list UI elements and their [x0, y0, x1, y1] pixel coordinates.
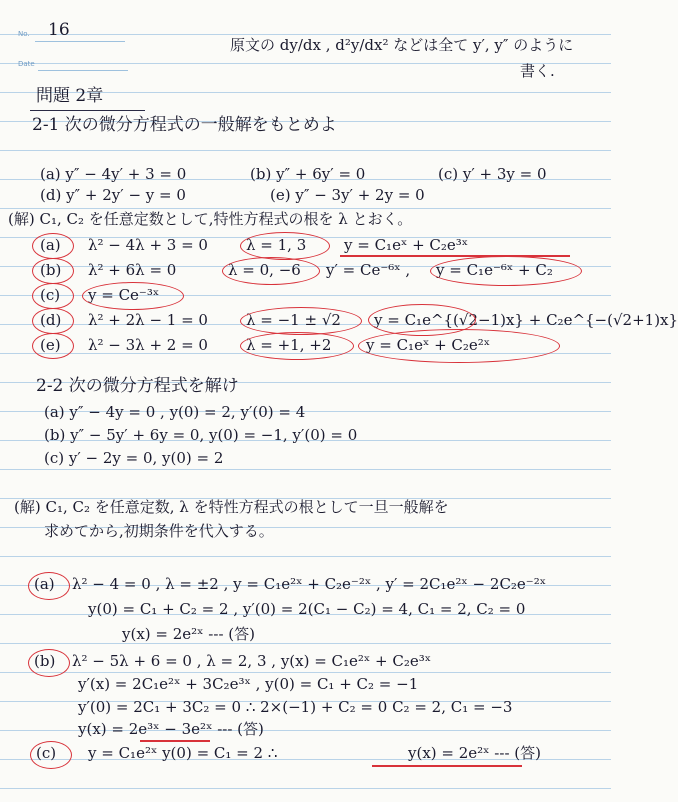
s1-ans-d-eq: λ² + 2λ − 1 = 0 [88, 311, 208, 329]
s2-a-label: (a) [34, 575, 55, 593]
circle-ans-e-sol [358, 329, 560, 363]
s1-ans-e-eq: λ² − 3λ + 2 = 0 [88, 336, 208, 354]
s1-ans-d-sol: y = C₁e^{(√2−1)x} + C₂e^{−(√2+1)x} [374, 311, 678, 329]
circle-ans-d-label [32, 308, 74, 334]
circle-ans-b-label [32, 258, 74, 284]
s1-intro: (解) C₁, C₂ を任意定数として,特性方程式の根を λ とおく。 [8, 210, 413, 228]
s2-b-answer: y(x) = 2e³ˣ − 3e²ˣ --- (答) [78, 720, 264, 738]
s1-ans-e-sol: y = C₁eˣ + C₂e²ˣ [366, 336, 491, 354]
circle-ans-d-roots [240, 307, 362, 335]
s1-ans-d-roots: λ = −1 ± √2 [246, 311, 341, 329]
no-label: No. [18, 30, 30, 38]
underline-ans-a-sol [340, 255, 570, 257]
no-line [35, 41, 125, 42]
s2-c-result: y(x) = 2e²ˣ --- (答) [408, 744, 541, 762]
underline-s2-c-result [372, 765, 522, 767]
underline-s2-b-answer [140, 740, 210, 742]
header-note-end: 書く. [520, 62, 555, 80]
s1-problem-a: (a) y″ − 4y′ + 3 = 0 [40, 165, 187, 183]
s1-ans-b-sol: y′ = Ce⁻⁶ˣ , [326, 261, 411, 279]
s1-problem-d: (d) y″ + 2y′ − y = 0 [40, 186, 186, 204]
s2-problem-c: (c) y′ − 2y = 0, y(0) = 2 [44, 449, 224, 467]
s1-ans-a-roots: λ = 1, 3 [246, 236, 307, 254]
chapter-title: 問題 2章 [36, 86, 104, 106]
s2-c-label: (c) [36, 744, 57, 762]
s2-title: 2-2 次の微分方程式を解け [36, 376, 239, 396]
page-number: 16 [48, 20, 70, 40]
s2-a-line-2: y(0) = C₁ + C₂ = 2 , y′(0) = 2(C₁ − C₂) = 4, C₁ = 2, C₂ = 0 [88, 600, 526, 618]
circle-ans-c-sol [82, 282, 184, 310]
s1-ans-d-label: (d) [40, 311, 62, 329]
s1-ans-a-label: (a) [40, 236, 61, 254]
chapter-underline [30, 110, 145, 111]
header-note: 原文の dy/dx , d²y/dx² などは全て y′, y″ のように [230, 36, 574, 54]
circle-ans-c-label [32, 283, 74, 309]
circle-ans-e-label [32, 333, 74, 359]
s2-a-answer: y(x) = 2e²ˣ --- (答) [122, 625, 255, 643]
s1-problem-c: (c) y′ + 3y = 0 [438, 165, 547, 183]
s1-ans-e-roots: λ = +1, +2 [246, 336, 332, 354]
circle-ans-a-roots [240, 232, 330, 260]
s1-ans-a-sol: y = C₁eˣ + C₂e³ˣ [344, 236, 469, 254]
s1-ans-b-label: (b) [40, 261, 62, 279]
s1-ans-b-roots: λ = 0, −6 [228, 261, 301, 279]
s1-ans-c-label: (c) [40, 286, 61, 304]
s2-c-main: y = C₁e²ˣ y(0) = C₁ = 2 ∴ [88, 744, 278, 762]
s1-ans-e-label: (e) [40, 336, 61, 354]
s2-problem-a: (a) y″ − 4y = 0 , y(0) = 2, y′(0) = 4 [44, 403, 306, 421]
circle-ans-a-label [32, 233, 74, 259]
s2-a-line-1: λ² − 4 = 0 , λ = ±2 , y = C₁e²ˣ + C₂e⁻²ˣ , y′ = 2C₁e²ˣ − 2C₂e⁻²ˣ [72, 575, 547, 593]
s1-problem-e: (e) y″ − 3y′ + 2y = 0 [270, 186, 425, 204]
s1-title: 2-1 次の微分方程式の一般解をもとめよ [32, 115, 337, 135]
circle-ans-e-roots [240, 332, 354, 360]
s2-intro-1: (解) C₁, C₂ を任意定数, λ を特性方程式の根として一旦一般解を [14, 498, 449, 516]
s1-ans-a-eq: λ² − 4λ + 3 = 0 [88, 236, 208, 254]
s2-b-line-3: y′(0) = 2C₁ + 3C₂ = 0 ∴ 2×(−1) + C₂ = 0 C₂ = 2, C₁ = −3 [78, 698, 513, 716]
circle-ans-b-sol [430, 256, 582, 286]
date-label: Date [18, 60, 35, 68]
s2-problem-b: (b) y″ − 5y′ + 6y = 0, y(0) = −1, y′(0) = 0 [44, 426, 358, 444]
s2-b-label: (b) [34, 652, 56, 670]
date-line [38, 70, 128, 71]
s2-b-line-2: y′(x) = 2C₁e²ˣ + 3C₂e³ˣ , y(0) = C₁ + C₂ = −1 [78, 675, 419, 693]
s2-intro-2: 求めてから,初期条件を代入する。 [44, 522, 274, 540]
s1-ans-b-sol2: y = C₁e⁻⁶ˣ + C₂ [436, 261, 553, 279]
s1-ans-c-sol: y = Ce⁻³ˣ [88, 286, 160, 304]
s1-ans-b-eq: λ² + 6λ = 0 [88, 261, 177, 279]
s1-problem-b: (b) y″ + 6y′ = 0 [250, 165, 366, 183]
s2-b-line-1: λ² − 5λ + 6 = 0 , λ = 2, 3 , y(x) = C₁e²ˣ + C₂e³ˣ [72, 652, 432, 670]
circle-ans-b-roots [222, 257, 320, 285]
